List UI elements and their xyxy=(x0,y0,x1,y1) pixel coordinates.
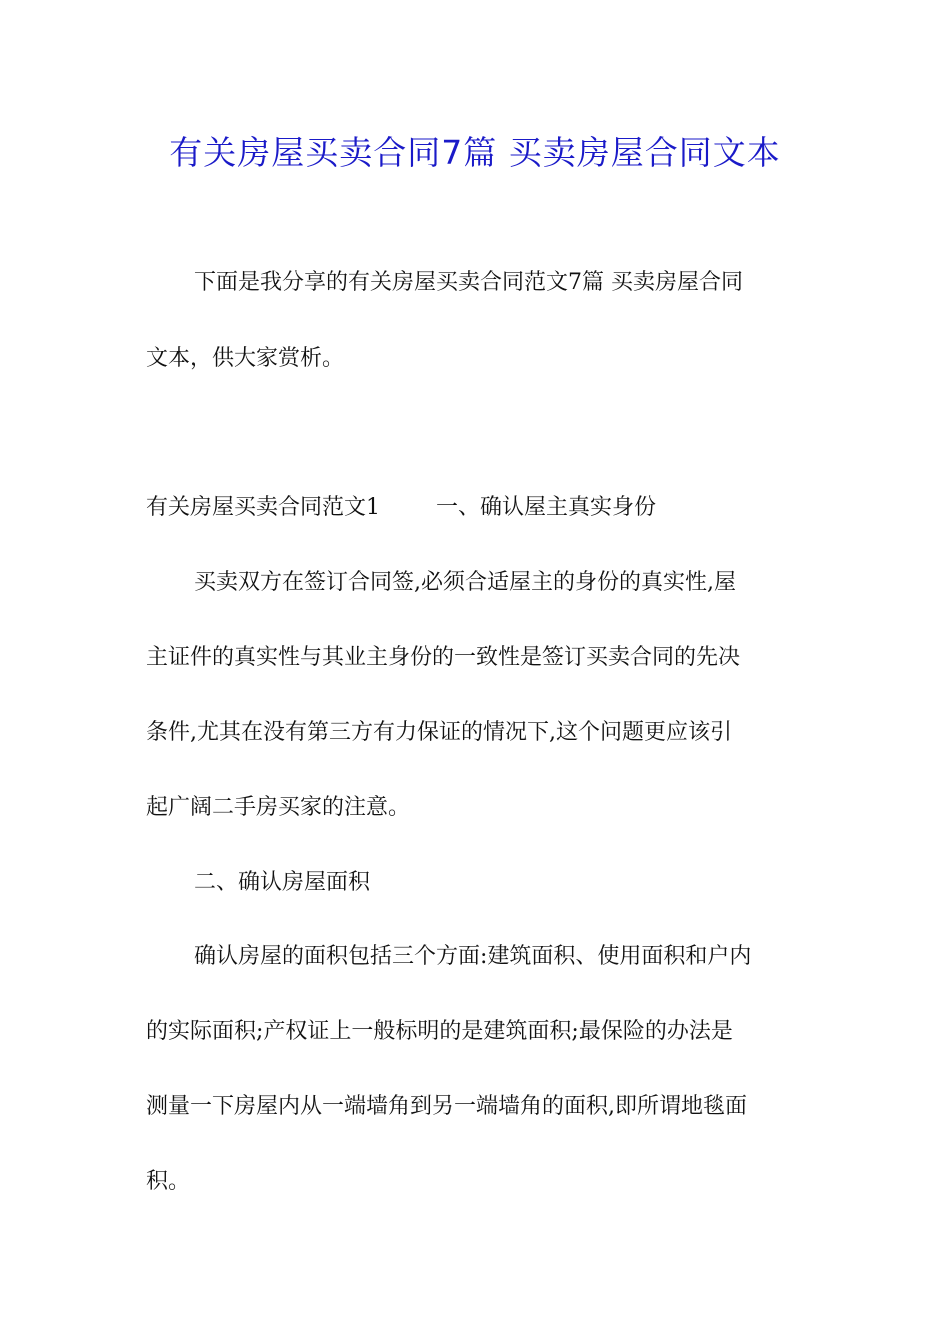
section-2-heading: 二、确认房屋面积 xyxy=(194,870,371,895)
section-1-heading: 有关房屋买卖合同范文1 xyxy=(146,495,380,520)
document-title: 有关房屋买卖合同7篇 买卖房屋合同文本 xyxy=(169,133,781,172)
paragraph-2-line-1: 确认房屋的面积包括三个方面:建筑面积、使用面积和户内 xyxy=(194,944,752,969)
paragraph-2-line-2: 的实际面积;产权证上一般标明的是建筑面积;最保险的办法是 xyxy=(146,1019,733,1044)
paragraph-1-line-2: 主证件的真实性与其业主身份的一致性是签订买卖合同的先决 xyxy=(146,645,741,670)
paragraph-1-line-1: 买卖双方在签订合同签,必须合适屋主的身份的真实性,屋 xyxy=(194,570,736,595)
paragraph-2-line-3: 测量一下房屋内从一端墙角到另一端墙角的面积,即所谓地毯面 xyxy=(146,1094,747,1119)
paragraph-1-line-3: 条件,尤其在没有第三方有力保证的情况下,这个问题更应该引 xyxy=(146,720,732,745)
section-1-heading-row xyxy=(146,493,656,523)
paragraph-2-line-4: 积。 xyxy=(146,1169,191,1194)
intro-line-2: 文本，供大家赏析。 xyxy=(146,346,345,371)
intro-line-1: 下面是我分享的有关房屋买卖合同范文7篇 买卖房屋合同 xyxy=(194,270,743,295)
section-1-subheading: 一、确认屋主真实身份 xyxy=(436,495,657,520)
paragraph-1-line-4: 起广阔二手房买家的注意。 xyxy=(146,795,411,820)
